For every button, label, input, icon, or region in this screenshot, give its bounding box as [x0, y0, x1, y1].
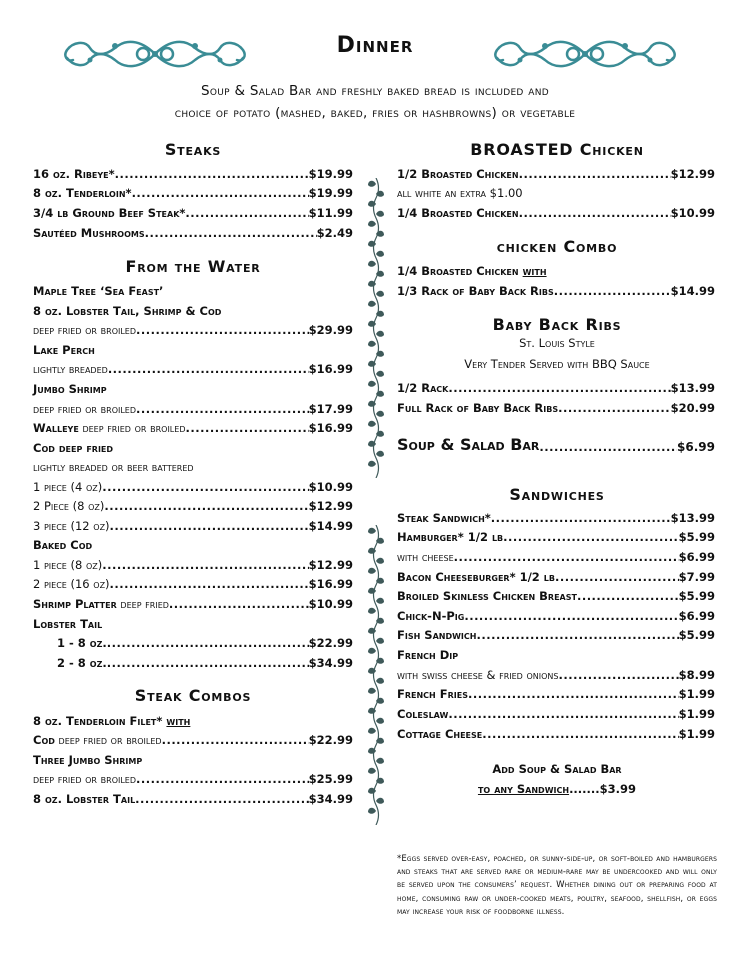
menu-item: Cod deep fried or broiled ..... $22.99: [33, 727, 353, 747]
leaf-icon: [368, 421, 376, 427]
menu-item: Full Rack of Baby Back Ribs ..... $20.99: [397, 395, 715, 415]
leaf-icon: [368, 688, 376, 694]
leaf-icon: [376, 451, 384, 457]
menu-item: Sautéed Mushrooms ..... $2.49: [33, 220, 353, 240]
broasted-heading: BROASTED Chicken: [470, 140, 644, 159]
menu-item: 2 Piece (8 oz) ..... $12.99: [33, 493, 353, 513]
menu-item-name: Cod deep fried: [33, 441, 114, 455]
addon-line-1: Add Soup & Salad Bar: [492, 762, 622, 776]
menu-item: Cottage Cheese ..... $1.99: [397, 721, 715, 741]
leaf-icon: [376, 291, 384, 297]
leaf-icon: [368, 608, 376, 614]
water-heading: From the Water: [125, 257, 261, 276]
menu-item: 8 oz. Lobster Tail ..... $34.99: [33, 786, 353, 806]
menu-item: deep fried or broiled ..... $29.99: [33, 317, 353, 337]
menu-item: French Fries ..... $1.99: [397, 681, 715, 701]
leaf-icon: [368, 808, 376, 814]
menu-item: 1 piece (8 oz) ..... $12.99: [33, 552, 353, 572]
menu-item-name: Maple Tree ‘Sea Feast’: [33, 284, 164, 298]
steaks-heading: Steaks: [164, 140, 222, 159]
vine-divider-icon: [365, 525, 387, 825]
menu-item-name: Jumbo Shrimp: [33, 382, 107, 396]
leaf-icon: [368, 648, 376, 654]
menu-item: 3/4 lb Ground Beef Steak* ..... $11.99: [33, 200, 353, 220]
leaf-icon: [368, 181, 376, 187]
leaf-icon: [376, 638, 384, 644]
menu-item: Coleslaw ..... $1.99: [397, 701, 715, 721]
menu-item-note: lightly breaded or beer battered: [33, 460, 194, 474]
menu-item: Shrimp Platter deep fried ..... $10.99: [33, 591, 353, 611]
ribs-description: Very Tender Served with BBQ Sauce: [464, 357, 650, 371]
leaf-icon: [368, 341, 376, 347]
leaf-icon: [368, 301, 376, 307]
leaf-icon: [376, 211, 384, 217]
menu-item: with swiss cheese & fried onions ..... $8.99: [397, 662, 715, 682]
menu-item: 1 piece (4 oz) ..... $10.99: [33, 474, 353, 494]
menu-item: 8 oz. Tenderloin* ..... $19.99: [33, 180, 353, 200]
menu-item: 2 piece (16 oz) ..... $16.99: [33, 571, 353, 591]
leaf-icon: [376, 371, 384, 377]
leaf-icon: [376, 758, 384, 764]
menu-item-name: 8 oz. Lobster Tail, Shrimp & Cod: [33, 304, 222, 318]
menu-item: Fish Sandwich ..... $5.99: [397, 622, 715, 642]
menu-item: lightly breaded ..... $16.99: [33, 356, 353, 376]
leaf-icon: [376, 678, 384, 684]
menu-item-name: French Dip: [397, 648, 459, 662]
combos-heading: Steak Combos: [134, 686, 252, 705]
intro-line-1: Soup & Salad Bar and freshly baked bread is included and: [201, 83, 549, 99]
leaf-icon: [376, 411, 384, 417]
leaf-icon: [368, 381, 376, 387]
menu-item: Bacon Cheeseburger* 1/2 lb ..... $7.99: [397, 564, 715, 584]
menu-item: with cheese ..... $6.99: [397, 544, 715, 564]
chicken-combo-heading: chicken Combo: [496, 237, 618, 256]
menu-item: Hamburger* 1/2 lb ..... $5.99: [397, 524, 715, 544]
menu-item-note: all white an extra $1.00: [397, 186, 523, 200]
menu-item: 16 oz. Ribeye* ..... $19.99: [33, 161, 353, 181]
leaf-icon: [376, 251, 384, 257]
menu-item: 3 piece (12 oz) ..... $14.99: [33, 513, 353, 533]
vine-divider-icon: [365, 178, 387, 478]
menu-item: deep fried or broiled ..... $25.99: [33, 766, 353, 786]
addon-line-2: to any Sandwich.......$3.99: [477, 782, 637, 796]
leaf-icon: [376, 798, 384, 804]
menu-item-name: 8 oz. Tenderloin Filet* with: [33, 714, 191, 728]
menu-item: deep fried or broiled ..... $17.99: [33, 396, 353, 416]
leaf-icon: [368, 221, 376, 227]
leaf-icon: [368, 261, 376, 267]
menu-item: 1/3 Rack of Baby Back Ribs ..... $14.99: [397, 278, 715, 298]
menu-item: 1 - 8 oz. ..... $22.99: [57, 630, 353, 650]
leaf-icon: [376, 598, 384, 604]
leaf-icon: [376, 718, 384, 724]
leaf-icon: [376, 331, 384, 337]
ribs-style: St. Louis Style: [519, 336, 595, 350]
menu-item: 1/4 Broasted Chicken ..... $10.99: [397, 200, 715, 220]
page-title: Dinner: [336, 33, 414, 58]
menu-item: Steak Sandwich* ..... $13.99: [397, 505, 715, 525]
menu-item-name: Baked Cod: [33, 538, 93, 552]
leaf-icon: [368, 461, 376, 467]
menu-item: 1/2 Rack ..... $13.99: [397, 375, 715, 395]
intro-line-2: choice of potato (mashed, baked, fries or hashbrowns) or vegetable: [174, 105, 576, 121]
menu-item-name: Lobster Tail: [33, 617, 103, 631]
leaf-icon: [368, 768, 376, 774]
menu-item: Chick-N-Pig ..... $6.99: [397, 603, 715, 623]
menu-item-name: Lake Perch: [33, 343, 95, 357]
leaf-icon: [368, 528, 376, 534]
menu-item-name: 1/4 Broasted Chicken with: [397, 264, 547, 278]
leaf-icon: [376, 558, 384, 564]
leaf-icon: [368, 728, 376, 734]
ribs-heading: Baby Back Ribs: [492, 315, 622, 334]
soup-salad-bar: Soup & Salad Bar ..... $6.99: [397, 430, 715, 454]
menu-item: Walleye deep fried or broiled ..... $16.99: [33, 415, 353, 435]
menu-item: 2 - 8 oz. ..... $34.99: [57, 650, 353, 670]
leaf-icon: [368, 568, 376, 574]
sandwiches-heading: Sandwiches: [509, 485, 605, 504]
food-safety-disclaimer: *Eggs served over-easy, poached, or sunny-side-up, or soft-boiled and hamburgers and steaks that are served rare or medium-rare may be undercooked and will only be served upon the consumers’ request. Whether dining out or preparing food at home, consuming raw or under-cooked meats, poultry, seafood, shellfish, or eggs may increase your risk of foodborne illness.: [397, 854, 717, 917]
menu-item: 1/2 Broasted Chicken ..... $12.99: [397, 161, 715, 181]
menu-item-name: Three Jumbo Shrimp: [33, 753, 143, 767]
menu-item: Broiled Skinless Chicken Breast ..... $5.99: [397, 583, 715, 603]
